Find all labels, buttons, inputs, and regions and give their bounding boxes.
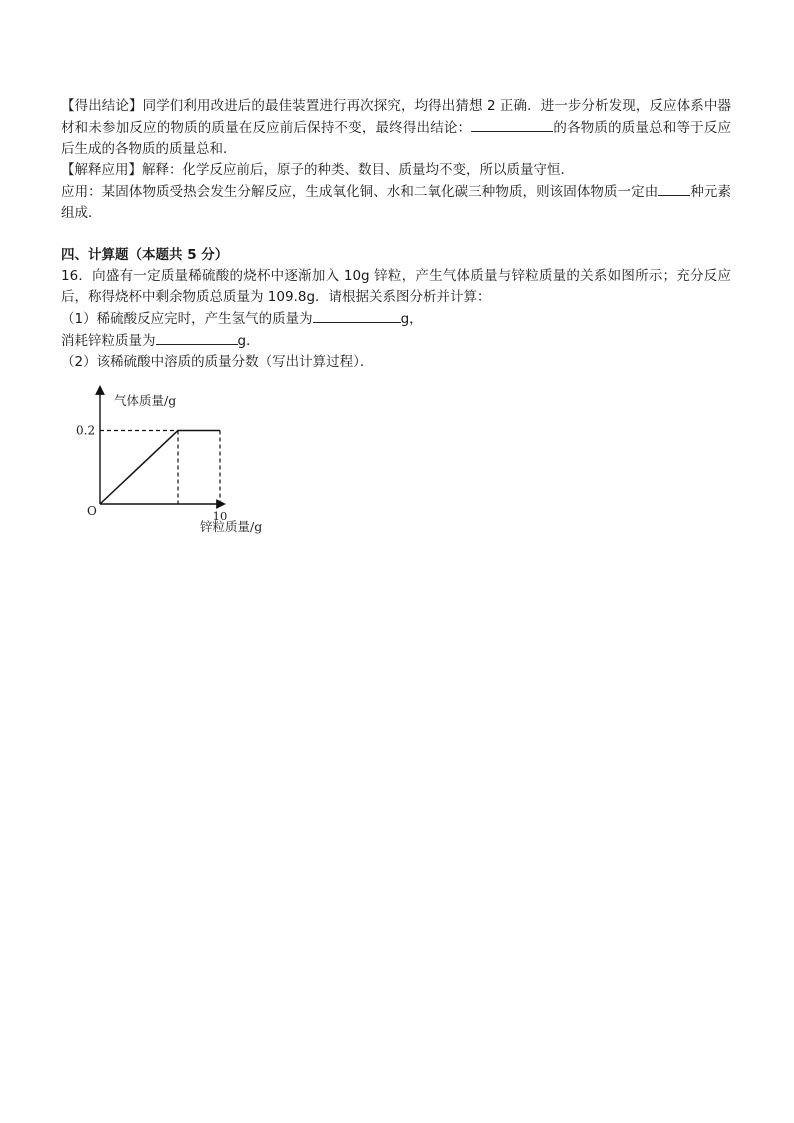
question-16-part2: （2）该稀硫酸中溶质的质量分数（写出计算过程）． (61, 354, 374, 370)
x-axis-label: 锌粒质量/g (200, 519, 263, 534)
answer-blank-zinc-mass[interactable] (156, 330, 238, 345)
part1-text-c: 消耗锌粒质量为 (61, 333, 156, 349)
question-16-part1 (61, 308, 731, 330)
explain-paragraph (61, 160, 731, 181)
part1-text-a: （1）稀硫酸反应完时，产生氢气的质量为 (61, 311, 313, 327)
chart-svg (69, 379, 284, 539)
series-segment-1 (100, 430, 178, 504)
gas-mass-chart (69, 379, 284, 539)
conclusion-paragraph (61, 96, 731, 160)
part1-text-d: g． (237, 333, 260, 349)
question-16-part1-cont (61, 330, 731, 352)
y-tick-label: 0.2 (76, 423, 96, 438)
application-text-b: 种元素组成． (61, 184, 732, 221)
part1-text-b: g， (400, 311, 423, 327)
y-axis-label: 气体质量/g (114, 393, 177, 408)
answer-blank-hydrogen-mass[interactable] (313, 308, 401, 323)
document-page (61, 96, 731, 539)
application-text-a: 应用：某固体物质受热会发生分解反应，生成氧化铜、水和二氧化碳三种物质，则该固体物质一定由 (61, 184, 659, 200)
question-16-stem: 16．向盛有一定质量稀硫酸的烧杯中逐渐加入 10g 锌粒，产生气体质量与锌粒质量的关系如图所示；充分反应后，称得烧杯中剩余物质总质量为 109.8g．请根据关系图分析并计算： (61, 268, 731, 305)
conclusion-text-b: 的各物质的质量总和等于反应后生成的各物质的质量总和． (61, 120, 732, 157)
conclusion-tag: 【得出结论】 (61, 98, 143, 114)
section-heading: 四、计算题（本题共 5 分） (61, 247, 229, 263)
conclusion-text-a: 同学们利用改进后的最佳装置进行再次探究，均得出猜想 2 正确．进一步分析发现，反应体系中器材和未参加反应的物质的质量在反应前后保持不变，最终得出结论： (61, 98, 732, 136)
answer-blank-elements[interactable] (658, 181, 690, 196)
x-tick-label: 10 (212, 509, 228, 523)
application-paragraph (61, 181, 731, 224)
chart-guides (100, 430, 220, 504)
explain-tag: 【解释应用】 (61, 162, 142, 178)
explain-text: 解释：化学反应前后，原子的种类、数目、质量均不变，所以质量守恒． (142, 162, 574, 178)
chart-series (100, 430, 220, 504)
origin-label: O (87, 504, 97, 518)
answer-blank-conclusion[interactable] (471, 117, 553, 132)
